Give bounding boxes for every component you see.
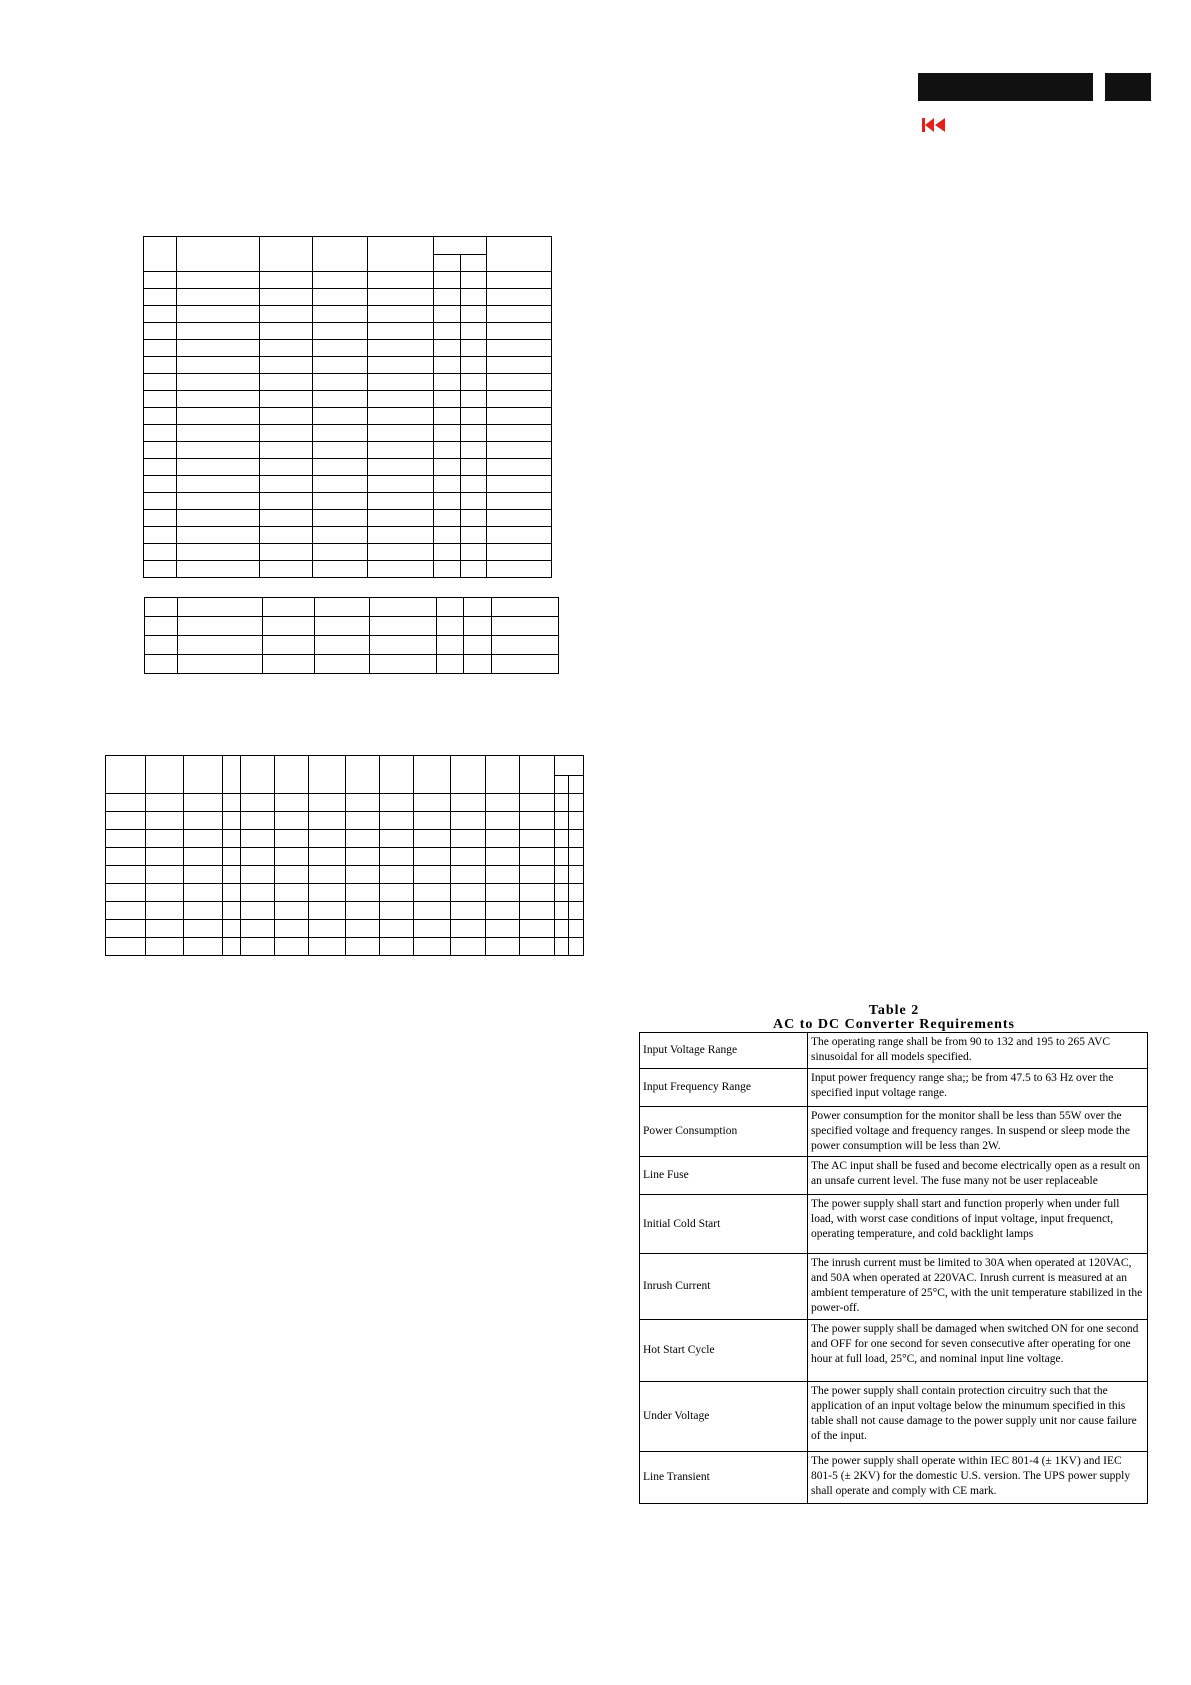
- table-row: [640, 1382, 1148, 1452]
- table-row: [106, 866, 584, 884]
- row-text: The operating range shall be from 90 to 132 and 195 to 265 AVC sinusoidal for all models specified.: [808, 1033, 1148, 1069]
- table-row: [144, 391, 552, 408]
- header-bar-left: [918, 73, 1093, 101]
- row-text: The AC input shall be fused and become electrically open as a result on an unsafe current level. The fuse many not be user replaceable: [808, 1157, 1148, 1195]
- row-text: Input power frequency range sha;; be from 47.5 to 63 Hz over the specified input voltage range.: [808, 1069, 1148, 1107]
- table-row: [640, 1157, 1148, 1195]
- row-label: Inrush Current: [640, 1254, 808, 1320]
- table-row: [144, 306, 552, 323]
- row-label: Hot Start Cycle: [640, 1320, 808, 1382]
- table-title: Table 2: [868, 1003, 920, 1018]
- table-row: [144, 272, 552, 289]
- row-label: Input Frequency Range: [640, 1069, 808, 1107]
- table-row: [144, 493, 552, 510]
- table-row: [106, 812, 584, 830]
- table-row: [145, 655, 559, 674]
- table-row: [145, 636, 559, 655]
- table-row: [144, 510, 552, 527]
- row-label: Under Voltage: [640, 1382, 808, 1452]
- table-row: [144, 323, 552, 340]
- row-label: Input Voltage Range: [640, 1033, 808, 1069]
- table-row: [106, 794, 584, 812]
- table-row: [640, 1069, 1148, 1107]
- empty-table-2: [105, 755, 584, 956]
- row-label: Initial Cold Start: [640, 1195, 808, 1254]
- empty-table-1: [143, 236, 552, 578]
- table-row: [106, 830, 584, 848]
- table-row: [640, 1033, 1148, 1069]
- table-row: [144, 476, 552, 493]
- table-row: [106, 920, 584, 938]
- table-subtitle: AC to DC Converter Requirements: [773, 1017, 1015, 1032]
- row-text: The power supply shall contain protection circuitry such that the application of an input voltage below the minumum specified in this table shall not cause damage to the power supply unit nor cause failure of the input.: [808, 1382, 1148, 1452]
- row-text: Power consumption for the monitor shall be less than 55W over the specified voltage and frequency ranges. In suspend or sleep mode the power consumption will be less than 2W.: [808, 1107, 1148, 1157]
- table-row: [144, 442, 552, 459]
- table-row: [640, 1254, 1148, 1320]
- table-row: [144, 374, 552, 391]
- table-row: [145, 617, 559, 636]
- table-row: [144, 544, 552, 561]
- table-row: [144, 561, 552, 578]
- table-row: [144, 357, 552, 374]
- table-row: [640, 1452, 1148, 1504]
- table-row: [144, 340, 552, 357]
- row-text: The power supply shall be damaged when switched ON for one second and OFF for one second for seven consecutive after operating for one hour at full load, 25°C, and nominal input line voltage.: [808, 1320, 1148, 1382]
- empty-table-1b: [144, 597, 559, 674]
- row-text: The power supply shall operate within IEC 801-4 (± 1KV) and IEC 801-5 (± 2KV) for the domestic U.S. version. The UPS power supply shall operate and comply with CE mark.: [808, 1452, 1148, 1504]
- table-row: [144, 459, 552, 476]
- row-text: The inrush current must be limited to 30A when operated at 120VAC, and 50A when operated at 220VAC. Inrush current is measured at an ambient temperature of 25°C, with the unit temperature stabilized in the power-off.: [808, 1254, 1148, 1320]
- table-row: [106, 848, 584, 866]
- table-row: [144, 527, 552, 544]
- table-row: [640, 1107, 1148, 1157]
- table-row: [144, 289, 552, 306]
- row-label: Line Fuse: [640, 1157, 808, 1195]
- spec-table: [639, 1032, 1148, 1504]
- table-row: [106, 902, 584, 920]
- table-row: [145, 598, 559, 617]
- table-row: [106, 884, 584, 902]
- row-label: Power Consumption: [640, 1107, 808, 1157]
- table-row: [144, 425, 552, 442]
- table-row: [106, 938, 584, 956]
- table-row: [640, 1195, 1148, 1254]
- row-label: Line Transient: [640, 1452, 808, 1504]
- skip-back-icon[interactable]: [921, 117, 949, 133]
- header-bar-right: [1105, 73, 1151, 101]
- table-row: [640, 1320, 1148, 1382]
- row-text: The power supply shall start and function properly when under full load, with worst case conditions of input voltage, input frequenct, operating temperature, and cold backlight lamps: [808, 1195, 1148, 1254]
- table-row: [144, 408, 552, 425]
